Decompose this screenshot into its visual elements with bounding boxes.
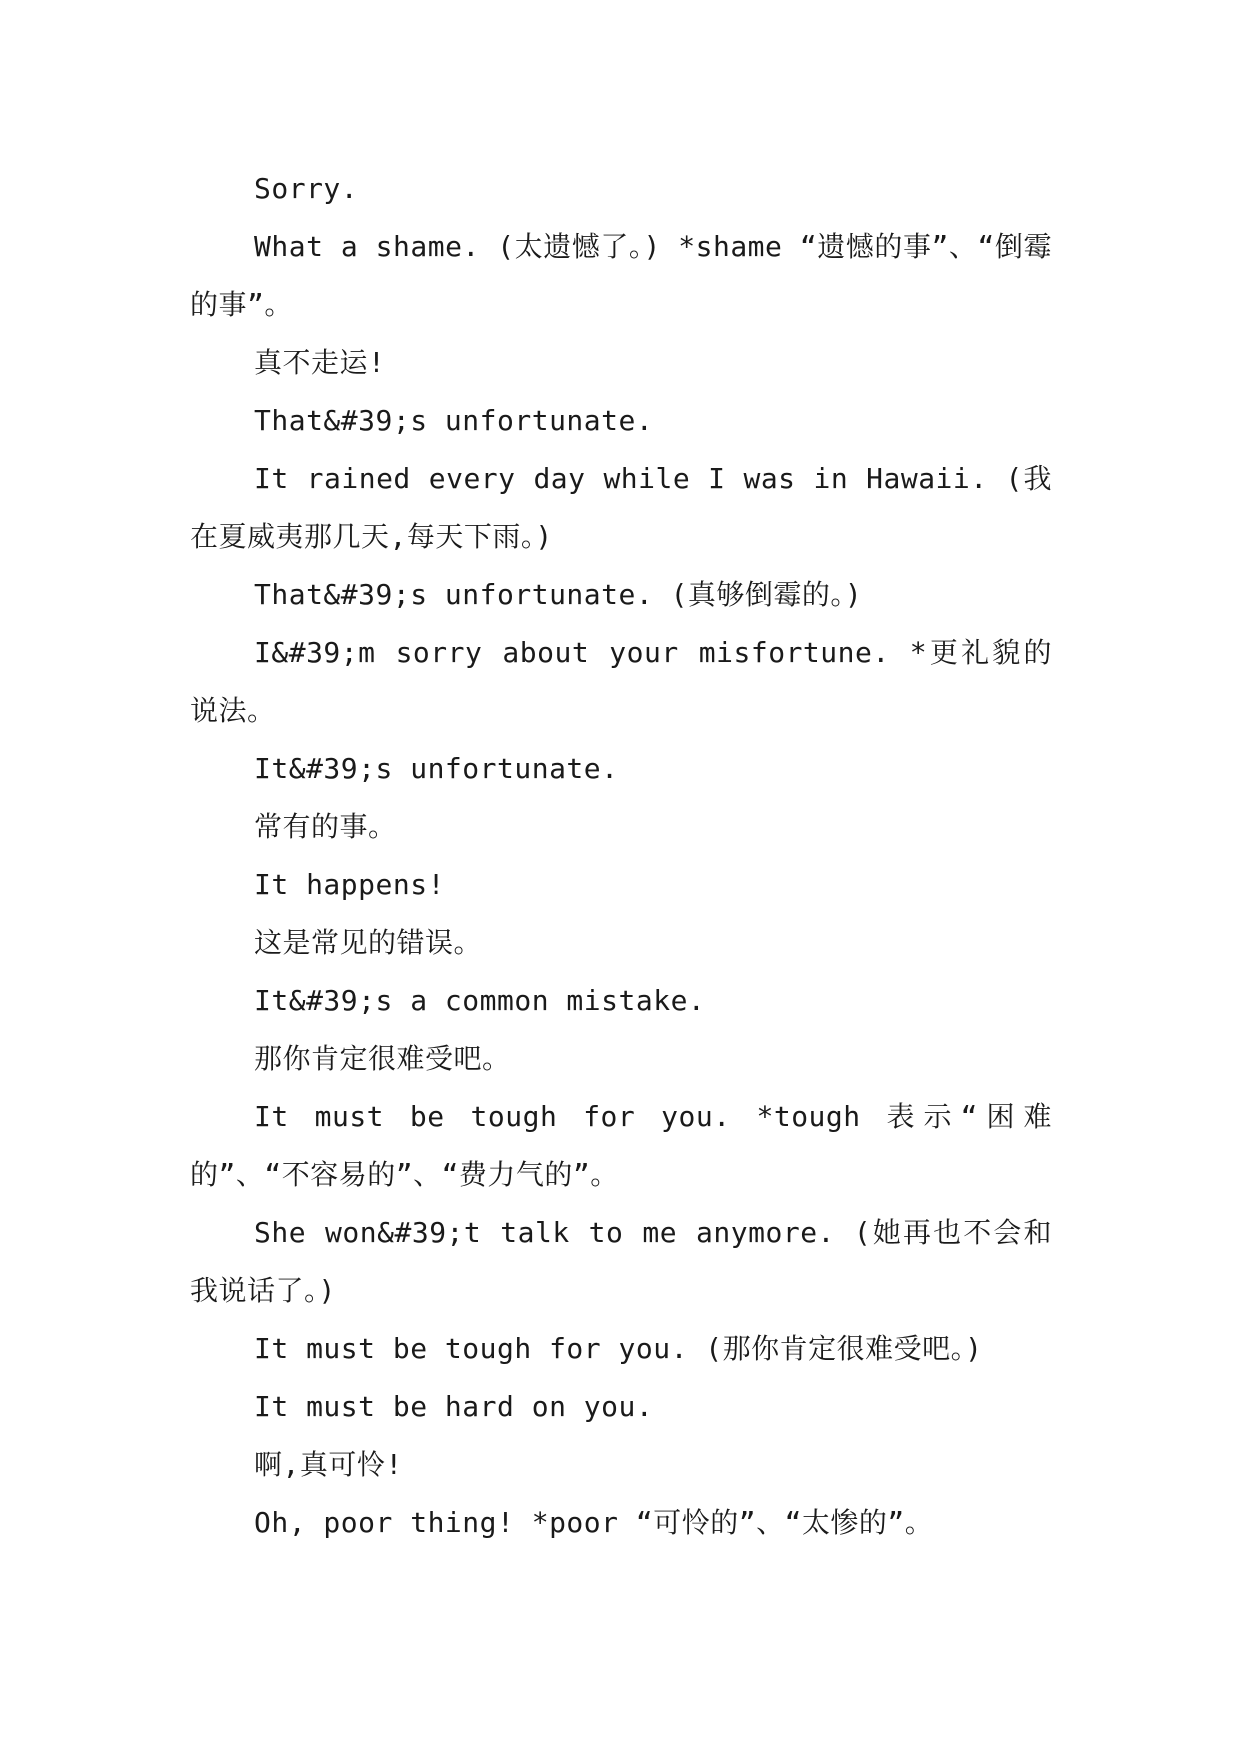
- paragraph: It must be tough for you. (那你肯定很难受吧。): [254, 1332, 983, 1365]
- paragraph: 那你肯定很难受吧。: [254, 1042, 511, 1075]
- paragraph: It&#39;s a common mistake.: [254, 984, 706, 1017]
- paragraph: It must be hard on you.: [254, 1390, 654, 1423]
- paragraph: It must be tough for you. *tough 表示“困难的”、“不容易的”、“费力气的”。: [190, 1100, 1052, 1191]
- paragraph: It happens!: [254, 868, 445, 901]
- paragraph: 常有的事。: [254, 810, 397, 843]
- paragraph: That&#39;s unfortunate. (真够倒霉的。): [254, 578, 863, 611]
- document-body: [190, 160, 1052, 1552]
- paragraph: It rained every day while I was in Hawaii. (我在夏威夷那几天,每天下雨。): [190, 462, 1052, 553]
- paragraph: 这是常见的错误。: [254, 926, 483, 959]
- paragraph: I&#39;m sorry about your misfortune. *更礼貌的说法。: [190, 636, 1052, 727]
- paragraph: It&#39;s unfortunate.: [254, 752, 619, 785]
- paragraph: She won&#39;t talk to me anymore. (她再也不会和我说话了。): [190, 1216, 1052, 1307]
- paragraph: Sorry.: [254, 172, 359, 205]
- paragraph: That&#39;s unfortunate.: [254, 404, 654, 437]
- paragraph: Oh, poor thing! *poor “可怜的”、“太惨的”。: [254, 1506, 934, 1539]
- paragraph: 真不走运!: [254, 346, 386, 379]
- paragraph: 啊,真可怜!: [254, 1448, 403, 1481]
- paragraph: What a shame. (太遗憾了。) *shame “遗憾的事”、“倒霉的事”。: [190, 230, 1052, 321]
